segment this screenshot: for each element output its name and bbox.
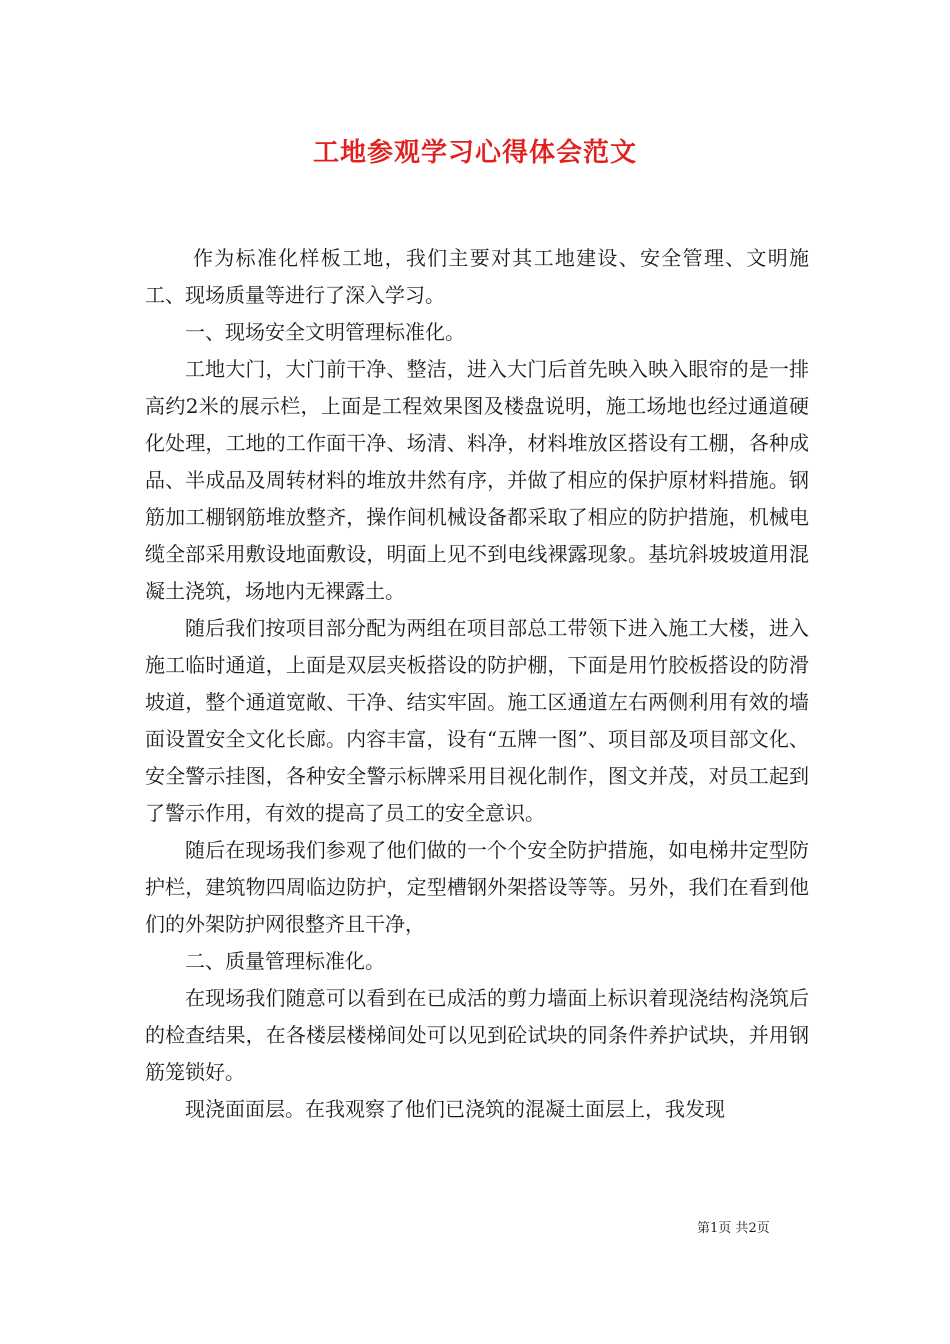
page-number-current: 1: [710, 1221, 719, 1236]
paragraph-gate: 工地大门，大门前干净、整洁，进入大门后首先映入映入眼帘的是一排高约2米的展示栏，上面是工程效果图及楼盘说明，施工场地也经过通道硬化处理，工地的工作面干净、场清、料净，材料堆放区搭设有工棚，各种成品、半成品及周转材料的堆放井然有序，并做了相应的保护原材料措施。钢筋加工棚钢筋堆放整齐，操作间机械设备都采取了相应的防护措施，机械电缆全部采用敷设地面敷设，明面上见不到电线裸露现象。基坑斜坡坡道用混凝土浇筑，场地内无裸露土。: [145, 357, 809, 603]
page-title: 工地参观学习心得体会范文: [312, 138, 637, 168]
page-number-total: 2: [748, 1221, 757, 1236]
document-body: [145, 240, 809, 1128]
page-number-suffix: 页: [756, 1221, 770, 1236]
paragraph-protection: 随后在现场我们参观了他们做的一个个安全防护措施，如电梯井定型防护栏，建筑物四周临边防护，定型槽钢外架搭设等等。另外，我们在看到他们的外架防护网很整齐且干净，: [145, 838, 809, 936]
page-number-prefix: 第: [697, 1221, 711, 1236]
page-number: [697, 1217, 770, 1236]
paragraph-building: 随后我们按项目部分配为两组在项目部总工带领下进入施工大楼，进入施工临时通道，上面是双层夹板搭设的防护棚，下面是用竹胶板搭设的防滑坡道，整个通道宽敞、干净、结实牢固。施工区通道左右两侧利用有效的墙面设置安全文化长廊。内容丰富，设有“五牌一图”、项目部及项目部文化、安全警示挂图，各种安全警示标牌采用目视化制作，图文并茂，对员工起到了警示作用，有效的提高了员工的安全意识。: [145, 616, 809, 825]
paragraph-surface: 现浇面面层。在我观察了他们已浇筑的混凝土面层上，我发现: [185, 1097, 725, 1121]
page-number-middle: 页 共: [718, 1221, 749, 1236]
paragraph-intro: 作为标准化样板工地，我们主要对其工地建设、安全管理、文明施工、现场质量等进行了深入学习。: [145, 246, 809, 307]
section-heading-quality: 二、质量管理标准化。: [185, 949, 385, 973]
paragraph-quality: 在现场我们随意可以看到在已成活的剪力墙面上标识着现浇结构浇筑后的检查结果，在各楼层楼梯间处可以见到砼试块的同条件养护试块，并用钢筋笼锁好。: [145, 986, 809, 1084]
section-heading-safety: 一、现场安全文明管理标准化。: [185, 320, 465, 344]
